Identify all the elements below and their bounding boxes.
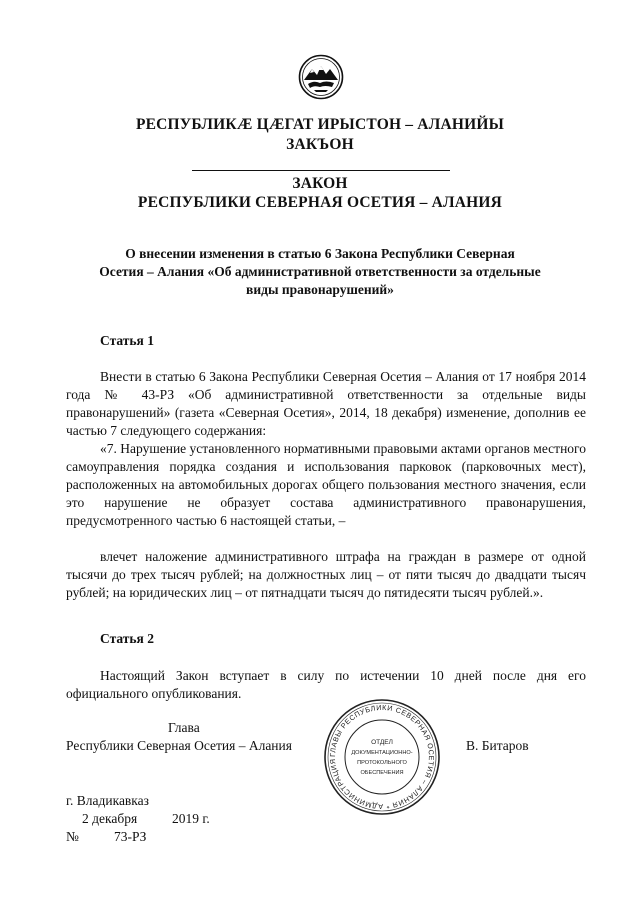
footer-date-year: 2019 г. (172, 811, 210, 826)
article2-para1-text: Настоящий Закон вступает в силу по истечении 10 дней после дня его официального опубликования. (66, 668, 586, 701)
svg-text:ГЛАВЫ РЕСПУБЛИКИ СЕВЕРНАЯ ОСЕТ (328, 703, 436, 811)
footer-number-label: № (66, 829, 79, 844)
stamp-center-line: ПРОТОКОЛЬНОГО (357, 760, 407, 766)
stamp-center-line: ОТДЕЛ (371, 739, 393, 746)
article1-heading: Статья 1 (100, 333, 154, 348)
stamp-center-line: ОБЕСПЕЧЕНИЯ (360, 770, 404, 776)
law-title-line: виды правонарушений» (246, 282, 394, 297)
header-ossetian-law: ЗАКЪОН (286, 136, 354, 153)
article1-para1-text: Внести в статью 6 Закона Республики Северная Осетия – Алания от 17 ноября 2014 года № 43-РЗ «Об административной ответственности за отдельные виды правонарушений» (газета «Северная Осетия», 2014, 18 декабря) изменение, дополнив ее частью 7 следующего содержания: (66, 369, 586, 438)
article1-para2-text: «7. Нарушение установленного нормативными правовыми актами органов местного самоуправления порядка создания и использования парковок (парковочных мест), расположенных на автомобильных дорогах общего пользования местного значения, если это нарушение не образует состава административного правонарушения, предусмотренного частью 6 настоящей статьи, – (66, 441, 586, 528)
article1-para3-text: влечет наложение административного штрафа на граждан в размере от одной тысячи до трех тысяч рублей; на должностных лиц – от пяти тысяч до двадцати тысяч рублей; на юридических лиц – от пятнадцати тысяч до пятидесяти тысяч рублей.». (66, 549, 586, 600)
footer-city: г. Владикавказ (66, 793, 149, 808)
article1-paragraph (66, 368, 586, 440)
official-stamp (322, 697, 442, 817)
footer-number: 73-РЗ (114, 829, 147, 844)
article2-heading: Статья 2 (100, 631, 154, 646)
stamp-ring-text: ГЛАВЫ РЕСПУБЛИКИ СЕВЕРНАЯ ОСЕТИЯ – АЛАНИЯ * АДМИНИСТРАЦИЯ (327, 702, 437, 812)
law-title (60, 245, 580, 299)
header-ossetian-republic: РЕСПУБЛИКӔ ЦӔГАТ ИРЫСТОН – АЛАНИЙЫ (135, 116, 505, 133)
footer-date-day-month: 2 декабря (82, 811, 138, 826)
signature-title-line1: Глава (168, 720, 200, 735)
article1-paragraph (66, 440, 586, 530)
header-russian-law: ЗАКОН (292, 175, 348, 192)
republic-coat-of-arms-icon (298, 54, 344, 100)
stamp-center-line: ДОКУМЕНТАЦИОННО- (351, 750, 413, 756)
signature-title-line2: Республики Северная Осетия – Алания (66, 738, 292, 753)
article1-paragraph (66, 548, 586, 602)
law-title-line: Осетия – Алания «Об административной ответственности за отдельные (99, 264, 541, 279)
header-divider (192, 170, 450, 171)
law-title-line: О внесении изменения в статью 6 Закона Республики Северная (125, 246, 515, 261)
signature-name: В. Битаров (466, 738, 529, 753)
header-russian-republic: РЕСПУБЛИКИ СЕВЕРНАЯ ОСЕТИЯ – АЛАНИЯ (137, 194, 503, 211)
